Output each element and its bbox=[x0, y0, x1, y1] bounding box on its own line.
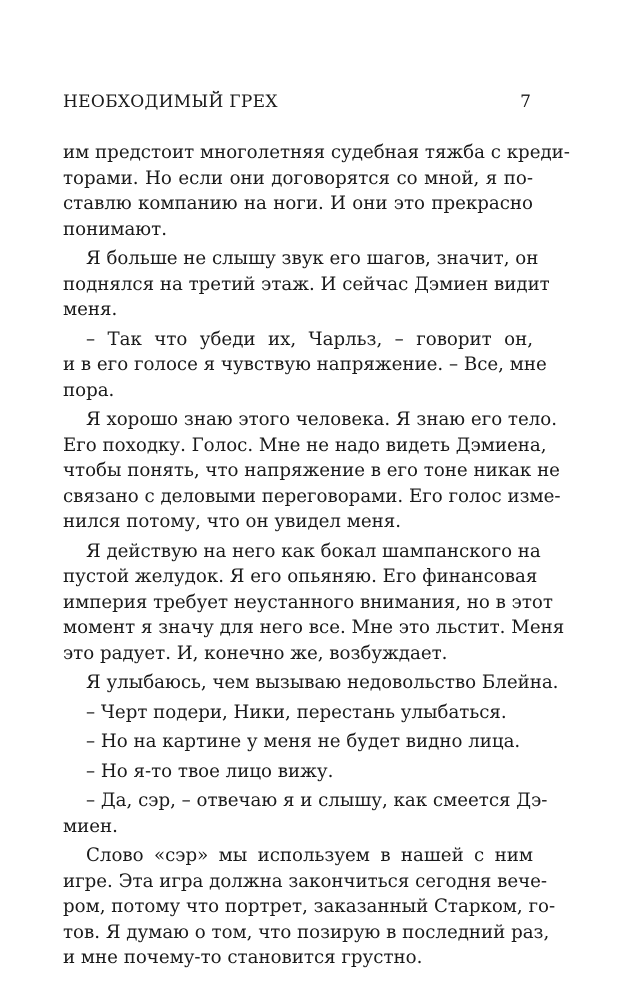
paragraph bbox=[63, 843, 556, 971]
paragraph bbox=[63, 700, 533, 726]
paragraph bbox=[63, 140, 570, 242]
text-line: – Черт подери, Ники, перестань улыбаться. bbox=[86, 701, 507, 723]
running-title: НЕОБХОДИМЫЙ ГРЕХ bbox=[63, 92, 278, 112]
paragraph bbox=[63, 327, 547, 404]
text-line: пустой желудок. Я его опьяняю. Его финансовая bbox=[63, 566, 538, 587]
text-line: тов. Я думаю о том, что позирую в последний раз, bbox=[63, 921, 550, 943]
text-line: понимают. bbox=[63, 218, 167, 240]
text-line: и в его голосе я чувствую напряжение. – Все, мне bbox=[63, 354, 547, 375]
paragraph bbox=[63, 670, 559, 696]
text-line: игре. Эта игра должна закончиться сегодня вече- bbox=[63, 870, 548, 892]
text-line: Слово «сэр» мы используем в нашей с ним bbox=[86, 845, 533, 866]
text-line: момент я значу для него все. Мне это льстит. Меня bbox=[63, 617, 565, 638]
text-line: Я улыбаюсь, чем вызываю недовольство Блейна. bbox=[86, 672, 559, 693]
text-line: империя требует неустанного внимания, но в этот bbox=[63, 591, 553, 613]
paragraph bbox=[63, 788, 548, 839]
text-line: Я действую на него как бокал шампанского на bbox=[86, 540, 541, 562]
text-line: Его походку. Голос. Мне не надо видеть Дэмиена, bbox=[63, 434, 547, 456]
text-line: меня. bbox=[63, 299, 118, 320]
page-number: 7 bbox=[520, 92, 531, 112]
running-header bbox=[63, 92, 531, 118]
text-line: Я больше не слышу звук его шагов, значит, он bbox=[86, 248, 539, 269]
paragraph bbox=[63, 246, 550, 323]
text-line: – Но я-то твое лицо вижу. bbox=[86, 760, 334, 782]
text-line: ром, потому что портрет, заказанный Старком, го- bbox=[63, 896, 556, 917]
paragraph bbox=[63, 729, 533, 755]
paragraph bbox=[63, 759, 533, 785]
text-line: поднялся на третий этаж. И сейчас Дэмиен видит bbox=[63, 273, 550, 295]
text-line: – Но на картине у меня не будет видно лица. bbox=[86, 731, 521, 752]
text-line: Я хорошо знаю этого человека. Я знаю его тело. bbox=[86, 409, 558, 430]
text-line: связано с деловыми переговорами. Его голос изме- bbox=[63, 485, 561, 507]
paragraph bbox=[63, 407, 561, 535]
text-line: чтобы понять, что напряжение в его тоне никак не bbox=[63, 460, 560, 481]
text-line: это радует. И, конечно же, возбуждает. bbox=[63, 642, 448, 664]
text-line: пора. bbox=[63, 379, 115, 401]
text-line: торами. Но если они договорятся со мной, я по- bbox=[63, 167, 533, 189]
text-line: им предстоит многолетняя судебная тяжба с креди- bbox=[63, 142, 570, 163]
text-line: нился потому, что он увидел меня. bbox=[63, 511, 402, 532]
paragraph bbox=[63, 539, 565, 667]
text-line: – Да, сэр, – отвечаю я и слышу, как смеется Дэ- bbox=[86, 790, 548, 811]
body-text bbox=[63, 140, 570, 971]
text-line: и мне почему-то становится грустно. bbox=[63, 947, 423, 968]
text-line: ставлю компанию на ноги. И они это прекрасно bbox=[63, 193, 533, 214]
text-line: миен. bbox=[63, 815, 118, 837]
text-line: – Так что убеди их, Чарльз, – говорит он, bbox=[86, 328, 533, 350]
